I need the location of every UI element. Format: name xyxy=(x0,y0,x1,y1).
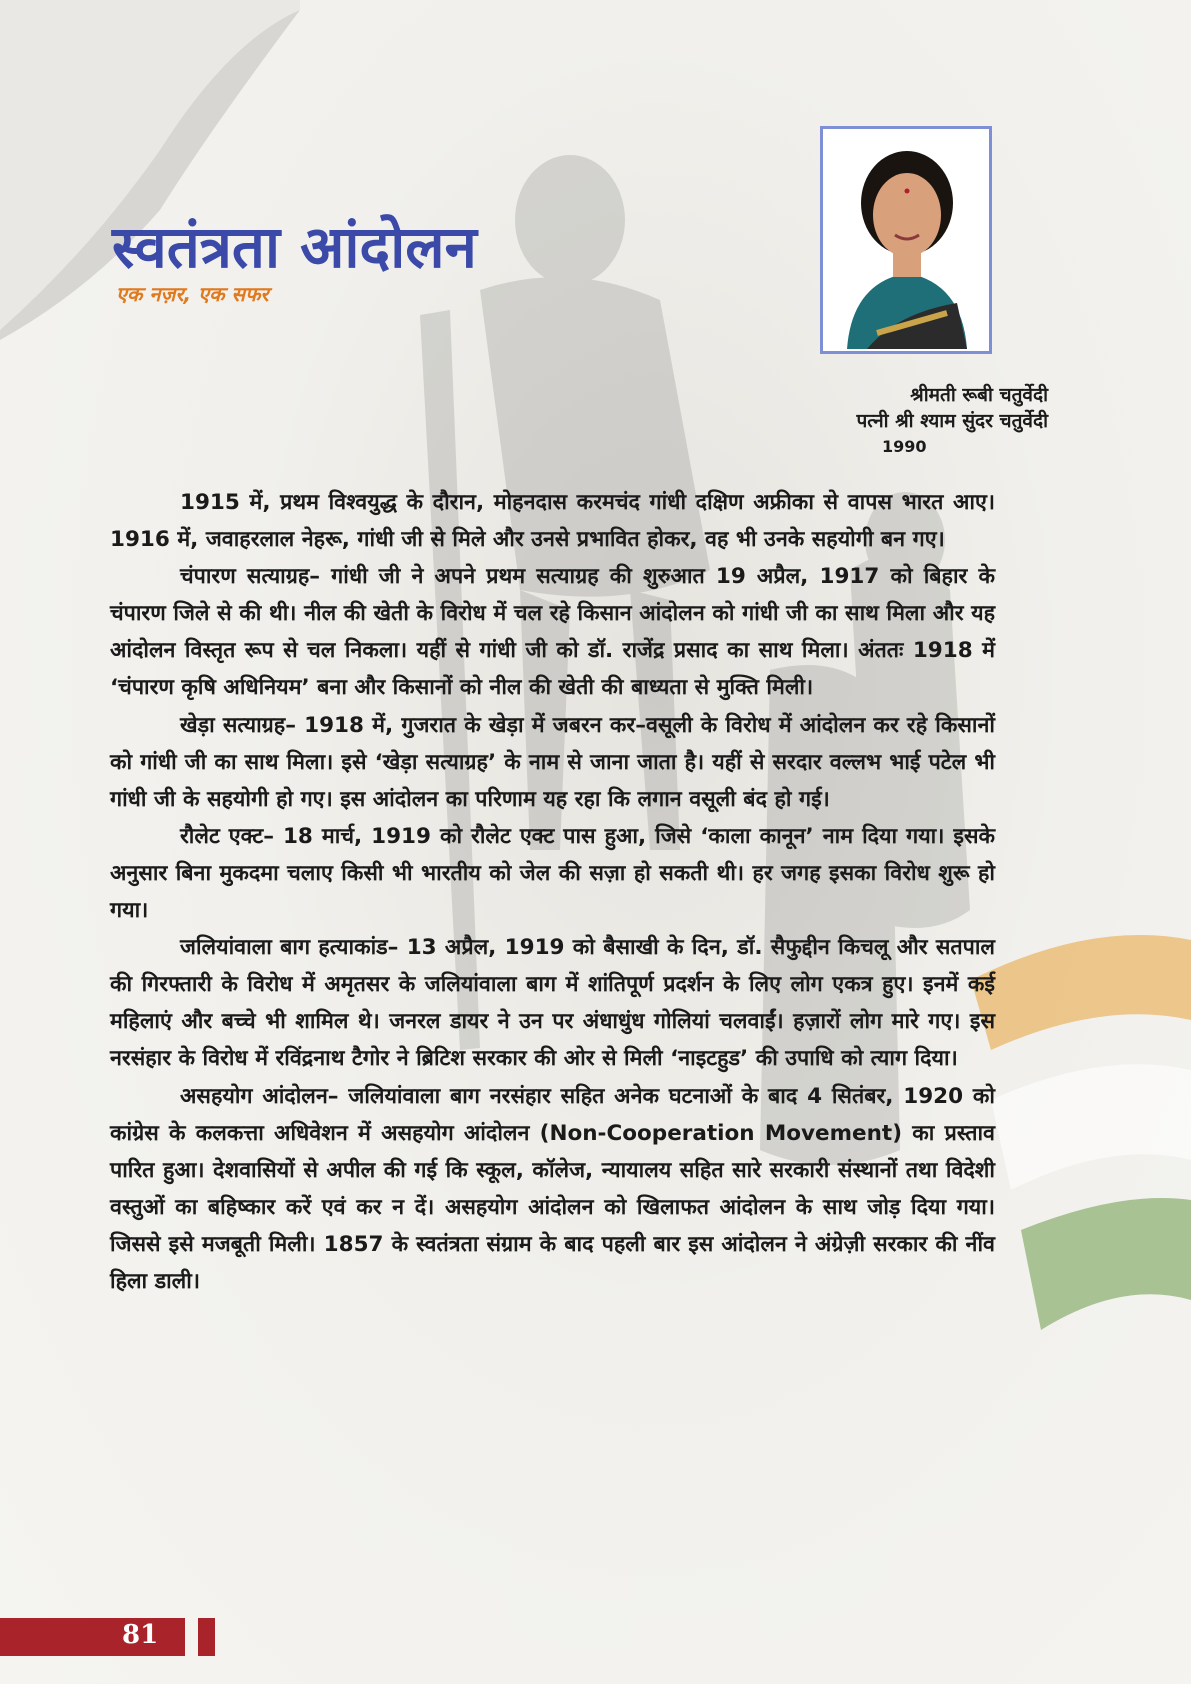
paragraph-kheda: खेड़ा सत्याग्रह– 1918 में, गुजरात के खेड़ा में जबरन कर–वसूली के विरोध में आंदोलन कर रहे किसानों को गांधी जी का साथ मिला। इसे ‘खेड़ा सत्याग्रह’ के नाम से जाना जाता है। यहीं से सरदार वल्लभ भाई पटेल भी गांधी जी के सहयोगी हो गए। इस आंदोलन का परिणाम यह रहा कि लगान वसूली बंद हो गई। xyxy=(110,712,995,812)
page-subtitle: एक नज़र, एक सफर xyxy=(116,282,269,306)
author-photo xyxy=(820,126,992,354)
author-relation: पत्नी श्री श्याम सुंदर चतुर्वेदी xyxy=(856,410,1048,432)
paragraph-rowlatt: रौलेट एक्ट– 18 मार्च, 1919 को रौलेट एक्ट पास हुआ, जिसे ‘काला कानून’ नाम दिया गया। इसके अनुसार बिना मुकदमा चलाए किसी भी भारतीय को जेल की सज़ा हो सकती थी। हर जगह इसका विरोध शुरू हो गया। xyxy=(110,823,995,924)
page-number-bar-accent xyxy=(198,1618,215,1656)
author-name: श्रीमती रूबी चतुर्वेदी xyxy=(910,384,1048,406)
paragraph-non-cooperation: असहयोग आंदोलन– जलियांवाला बाग नरसंहार सहित अनेक घटनाओं के बाद 4 सितंबर, 1920 को कांग्रेस के कलकत्ता अधिवेशन में असहयोग आंदोलन (Non-Cooperation Movement) का प्रस्ताव पारित हुआ। देशवासियों से अपील की गई कि स्कूल, कॉलेज, न्यायालय सहित सारे सरकारी संस्थानों तथा विदेशी वस्तुओं का बहिष्कार करें एवं कर न दें। असहयोग आंदोलन को खिलाफत आंदोलन के साथ जोड़ दिया गया। जिससे इसे मजबूती मिली। 1857 के स्वतंत्रता संग्राम के बाद पहली बार इस आंदोलन ने अंग्रेज़ी सरकार की नींव हिला डाली। xyxy=(110,1083,995,1294)
portrait-image xyxy=(827,133,987,349)
article-body xyxy=(110,484,995,1300)
page-number: 81 xyxy=(122,1620,159,1650)
page-title: स्वतंत्रता आंदोलन xyxy=(112,213,477,281)
paragraph-champaran: चंपारण सत्याग्रह– गांधी जी ने अपने प्रथम सत्याग्रह की शुरुआत 19 अप्रैल, 1917 को बिहार के चंपारण जिले से की थी। नील की खेती के विरोध में चल रहे किसान आंदोलन को गांधी जी का साथ मिला और यह आंदोलन विस्तृत रूप से चल निकला। यहीं से गांधी जी को डॉ. राजेंद्र प्रसाद का साथ मिला। अंततः 1918 में ‘चंपारण कृषि अधिनियम’ बना और किसानों को नील की खेती की बाध्यता से मुक्ति मिली। xyxy=(110,564,995,701)
paragraph-intro: 1915 में, प्रथम विश्वयुद्ध के दौरान, मोहनदास करमचंद गांधी दक्षिण अफ्रीका से वापस भारत आए। 1916 में, जवाहरलाल नेहरू, गांधी जी से मिले और उनसे प्रभावित होकर, वह भी उनके सहयोगी बन गए। xyxy=(110,490,995,553)
paragraph-jallianwala: जलियांवाला बाग हत्याकांड– 13 अप्रैल, 1919 को बैसाखी के दिन, डॉ. सैफुद्दीन किचलू और सतपाल की गिरफ्तारी के विरोध में अमृतसर के जलियांवाला बाग में शांतिपूर्ण प्रदर्शन के लिए लोग एकत्र हुए। इनमें कई महिलाएं और बच्चे भी शामिल थे। जनरल डायर ने उन पर अंधाधुंध गोलियां चलवाईं। हज़ारों लोग मारे गए। इस नरसंहार के विरोध में रविंद्रनाथ टैगोर ने ब्रिटिश सरकार की ओर से मिली ‘नाइटहुड’ की उपाधि को त्याग दिया। xyxy=(110,935,995,1072)
author-credit xyxy=(857,382,1048,460)
author-year: 1990 xyxy=(881,437,927,456)
